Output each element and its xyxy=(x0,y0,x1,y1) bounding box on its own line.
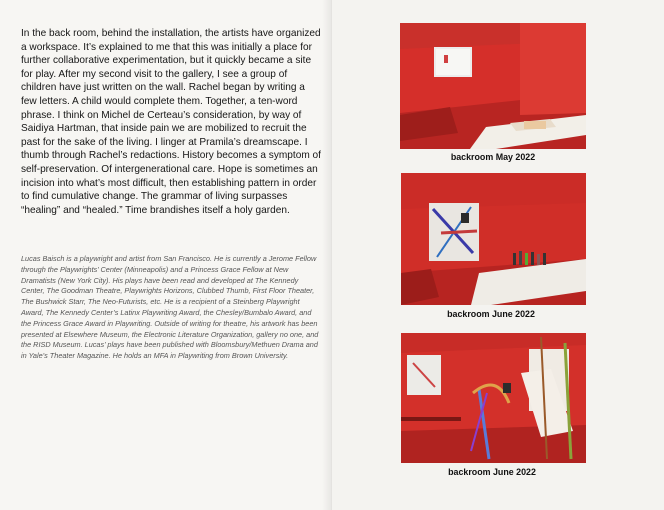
photo-backroom-june-2022-a xyxy=(401,173,586,305)
author-bio: Lucas Baisch is a playwright and artist from San Francisco. He is currently a Jerome Fellow through the Playwrights’ Center (Minneapolis) and a Princess Grace Fellow at New Dramatists (New York City). His plays have been read and developed at The Kennedy Center, The Goodman Theatre, Playwrights Horizons, Clubbed Thumb, First Floor Theater, The Bushwick Starr, The Neo-Futurists, etc. He is a recipient of a Steinberg Playwright Award, The Kennedy Center’s Latinx Playwriting Award, the Chesley/Bumbalo Award, and the Princess Grace Award in Playwriting. Outside of writing for theatre, his artwork has been presented at Elsewhere Museum, the Electronic Literature Organization, gallery no one, and the RISD Museum. Lucas’ plays have been published with Bloomsbury/Methuen Drama and in Yale’s Theater Magazine. He holds an MFA in Playwriting from Brown University. xyxy=(21,254,319,361)
photo-caption: backroom May 2022 xyxy=(450,152,536,162)
photo-caption: backroom June 2022 xyxy=(447,309,535,319)
essay-paragraph: In the back room, behind the installation, the artists have organized a workspace. It’s explained to me that this was initially a place for further collaborative experimentation, but it quickly became a site for play. After my second visit to the gallery, I see a group of children have just written on the wall. Rachel began by writing a few letters. A child would complete them. Together, a ten-word phrase. I think on Michel de Certeau’s consideration, by way of Saidiya Hartman, that inside pain we are mobilized to recruit the past for the sake of the living. I linger at Pramila’s dreamscape. I thumb through Rachel’s redactions. History becomes a symptom of self-preservation. Of intergenerational care. Hope is sometimes an incision into what’s most difficult, then establishing pattern in order to find cumulative change. The grammar of living surpasses “healing” and “healed.” Time brandishes itself a holy garden. xyxy=(21,28,321,216)
right-page xyxy=(332,0,664,510)
photo-backroom-may-2022 xyxy=(400,23,586,149)
photo-caption: backroom June 2022 xyxy=(448,467,536,477)
photo-backroom-june-2022-b xyxy=(401,333,586,463)
